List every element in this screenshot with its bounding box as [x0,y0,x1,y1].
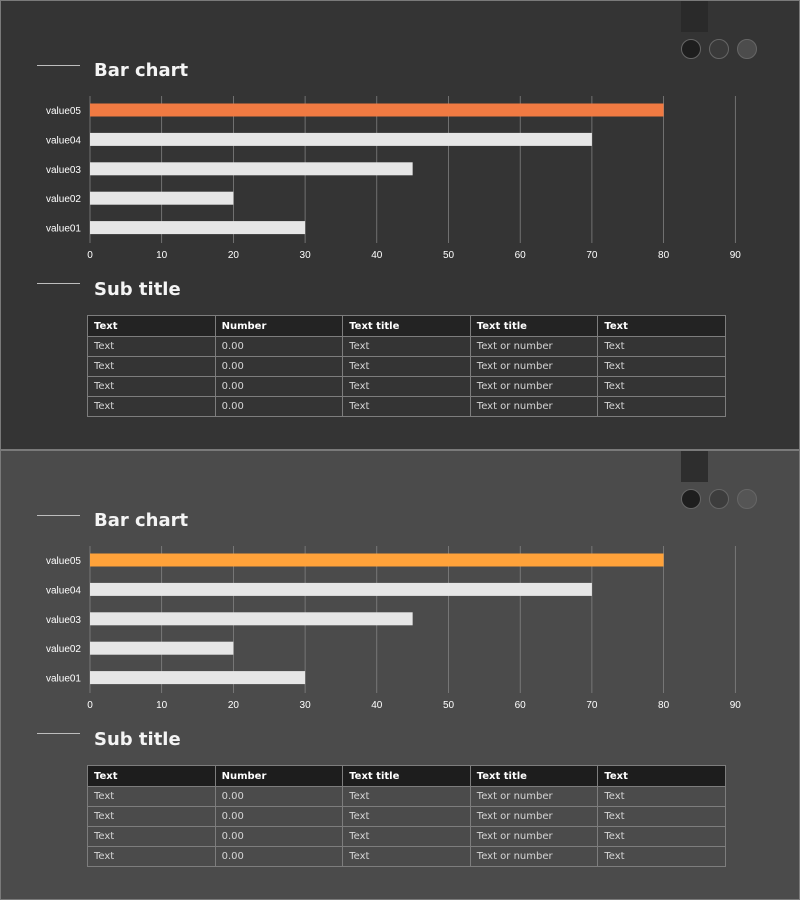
table-cell: Text or number [470,337,598,357]
column-header: Text title [343,766,471,787]
table-cell: Text [598,377,726,397]
x-tick-label: 90 [729,700,741,711]
x-tick-label: 60 [514,250,526,261]
x-tick-label: 40 [371,700,383,711]
table-cell: Text [88,377,216,397]
table-cell: Text [343,377,471,397]
table-row [88,847,726,867]
bar-value04 [90,133,592,146]
column-header: Number [215,766,343,787]
table-cell: Text [88,827,216,847]
column-header: Text [88,766,216,787]
table-cell: Text [343,337,471,357]
slide-2 [1,451,799,899]
table-cell: Text or number [470,807,598,827]
x-tick-label: 70 [586,250,598,261]
dot-icon-1 [681,39,701,59]
y-category-label: value04 [45,135,81,147]
x-tick-label: 70 [586,700,598,711]
dot-icon-1 [681,489,701,509]
table-cell: Text or number [470,377,598,397]
bar-chart [1,541,799,721]
table-cell: Text [598,807,726,827]
x-tick-label: 50 [442,250,455,261]
table-cell: Text or number [470,827,598,847]
corner-tab [681,1,708,32]
dot-icon-2 [709,39,729,59]
column-header: Number [215,316,343,337]
table-row [88,357,726,377]
dot-icon-3 [737,39,757,59]
bar-value05 [90,554,664,567]
column-header: Text [598,316,726,337]
title-rule [37,515,80,516]
table-cell: 0.00 [215,787,343,807]
bar-value01 [90,671,305,684]
table-cell: Text [598,847,726,867]
table-cell: Text [88,807,216,827]
x-tick-label: 80 [658,700,670,711]
corner-tab [681,451,708,482]
table-cell: 0.00 [215,847,343,867]
column-header: Text [598,766,726,787]
bar-chart [1,91,799,271]
column-header: Text title [343,316,471,337]
subtitle-rule [37,283,80,284]
x-tick-label: 10 [156,250,168,261]
table-cell: 0.00 [215,357,343,377]
table-cell: 0.00 [215,377,343,397]
y-category-label: value02 [45,644,81,656]
y-category-label: value04 [45,585,81,597]
table-cell: 0.00 [215,337,343,357]
table-cell: Text [343,397,471,417]
x-tick-label: 30 [299,700,311,711]
table-cell: Text [88,337,216,357]
x-tick-label: 40 [371,250,383,261]
table-header-row [88,766,726,787]
slide-1 [1,1,799,449]
y-category-label: value01 [45,673,81,685]
data-table [87,765,726,867]
table-row [88,807,726,827]
table-cell: Text [598,337,726,357]
y-category-label: value03 [45,614,81,626]
table-row [88,827,726,847]
table-cell: Text or number [470,787,598,807]
table-cell: Text [343,807,471,827]
table-row [88,397,726,417]
x-tick-label: 30 [299,250,311,261]
subtitle-rule [37,733,80,734]
table-cell: Text [598,357,726,377]
table-cell: Text or number [470,397,598,417]
table-cell: Text [343,787,471,807]
bar-value03 [90,612,413,625]
y-category-label: value01 [45,223,81,235]
sub-heading: Sub title [94,729,181,750]
table-cell: 0.00 [215,807,343,827]
table-row [88,377,726,397]
table-cell: Text [88,847,216,867]
bar-value02 [90,192,233,205]
column-header: Text title [470,316,598,337]
bar-value04 [90,583,592,596]
x-tick-label: 0 [87,250,93,261]
title-rule [37,65,80,66]
x-tick-label: 90 [729,250,741,261]
table-cell: Text [88,787,216,807]
chart-heading: Bar chart [94,510,189,531]
table-cell: Text [88,397,216,417]
column-header: Text title [470,766,598,787]
y-category-label: value03 [45,164,81,176]
dot-icon-3 [737,489,757,509]
table-cell: Text or number [470,847,598,867]
table-cell: 0.00 [215,397,343,417]
x-tick-label: 20 [227,700,239,711]
chart-heading: Bar chart [94,60,189,81]
x-tick-label: 50 [442,700,455,711]
table-cell: Text [598,787,726,807]
table-cell: Text [598,397,726,417]
x-tick-label: 0 [87,700,93,711]
table-cell: Text [88,357,216,377]
x-tick-label: 10 [156,700,168,711]
table-cell: Text or number [470,357,598,377]
table-header-row [88,316,726,337]
y-category-label: value02 [45,194,81,206]
column-header: Text [88,316,216,337]
table-cell: Text [343,357,471,377]
bar-value05 [90,104,664,117]
table-cell: Text [343,827,471,847]
data-table [87,315,726,417]
table-cell: 0.00 [215,827,343,847]
x-tick-label: 60 [514,700,526,711]
table-row [88,787,726,807]
table-cell: Text [343,847,471,867]
bar-value01 [90,221,305,234]
table-row [88,337,726,357]
dot-icon-2 [709,489,729,509]
sub-heading: Sub title [94,279,181,300]
bar-value02 [90,642,233,655]
table-cell: Text [598,827,726,847]
y-category-label: value05 [45,556,81,567]
x-tick-label: 20 [227,250,239,261]
y-category-label: value05 [45,106,81,117]
bar-value03 [90,162,413,175]
x-tick-label: 80 [658,250,670,261]
